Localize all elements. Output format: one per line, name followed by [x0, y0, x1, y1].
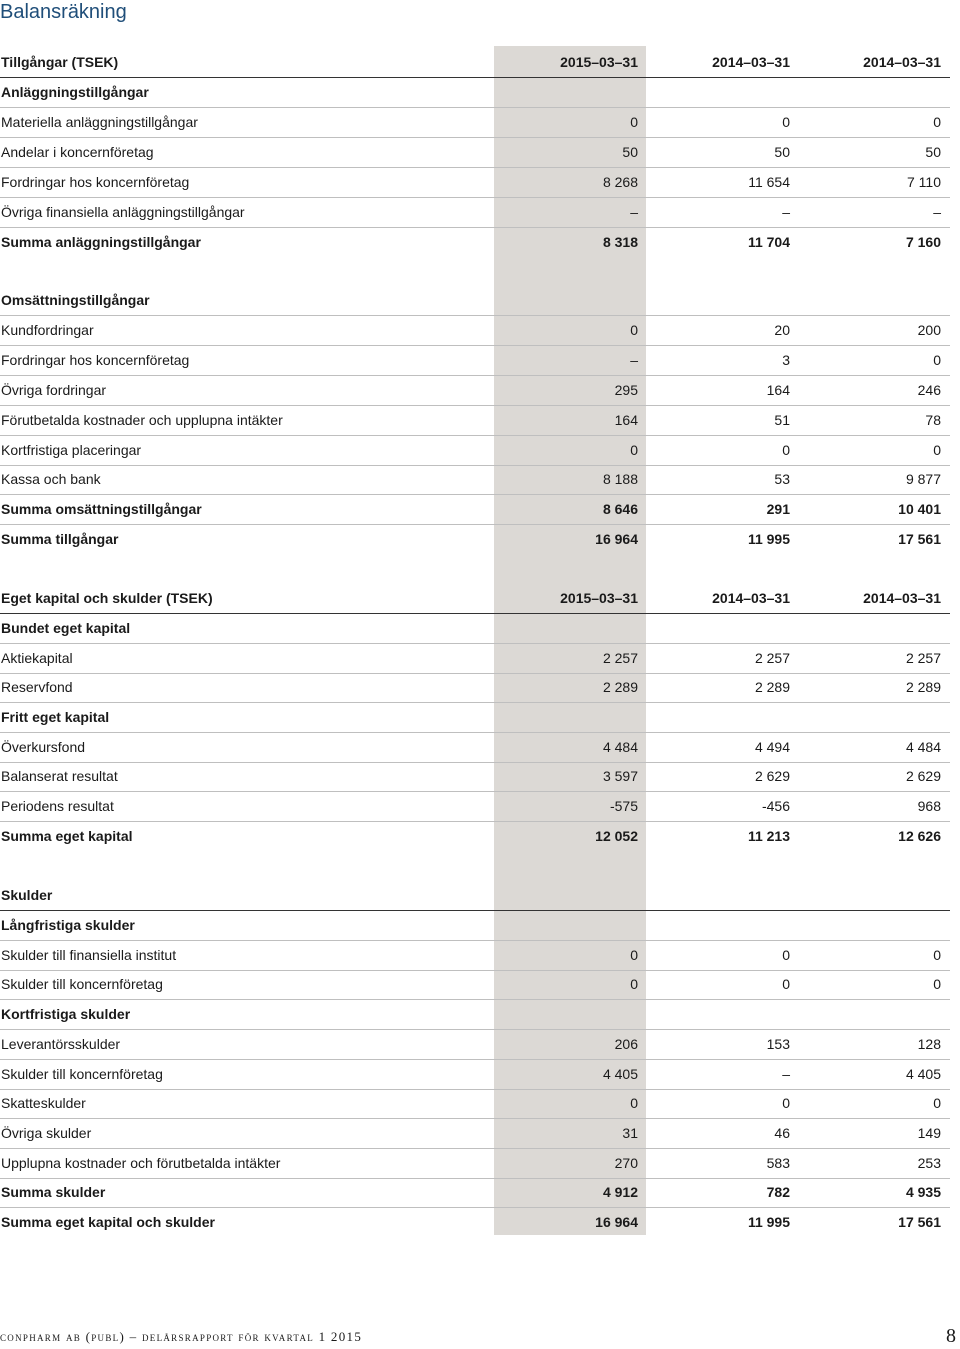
row-label: Överkursfond	[1, 739, 86, 755]
value-cell: 2 289	[905, 679, 941, 695]
value-cell: 782	[766, 1184, 790, 1200]
row-label: Summa eget kapital och skulder	[1, 1214, 215, 1230]
row-label: Kassa och bank	[1, 471, 101, 487]
table-row	[0, 940, 950, 971]
value-cell: 0	[630, 976, 638, 992]
value-cell: 0	[782, 1095, 790, 1111]
row-label: Förutbetalda kostnader och upplupna intäkter	[1, 412, 283, 428]
total-row	[0, 1177, 950, 1208]
row-label: Skulder till finansiella institut	[1, 947, 177, 963]
value-cell: 2 289	[754, 679, 790, 695]
row-label: Kortfristiga skulder	[1, 1006, 131, 1022]
total-row	[0, 494, 950, 525]
value-cell: 0	[630, 442, 638, 458]
table-row	[0, 791, 950, 822]
value-cell: 4 912	[602, 1184, 638, 1200]
row-label: Skatteskulder	[1, 1095, 86, 1111]
value-cell: 291	[766, 501, 790, 517]
value-cell: 2 629	[905, 768, 941, 784]
value-cell: 0	[782, 976, 790, 992]
table-row	[0, 761, 950, 792]
value-cell: 12 052	[595, 828, 638, 844]
value-cell: 17 561	[898, 531, 941, 547]
value-cell: 0	[933, 947, 941, 963]
value-cell: 968	[917, 798, 941, 814]
row-label: Reservfond	[1, 679, 73, 695]
value-cell: 17 561	[898, 1214, 941, 1230]
value-cell: 46	[774, 1125, 790, 1141]
value-cell: –	[933, 204, 941, 220]
value-cell: 0	[782, 947, 790, 963]
table-row	[0, 1148, 950, 1179]
section-row	[0, 77, 950, 108]
value-cell: 0	[630, 947, 638, 963]
table-row	[0, 197, 950, 228]
value-cell: 7 160	[905, 234, 941, 250]
equity-header-row	[0, 583, 950, 614]
value-cell: 0	[782, 442, 790, 458]
section-row	[0, 999, 950, 1030]
value-cell: 50	[925, 144, 941, 160]
value-cell: 16 964	[595, 531, 638, 547]
value-cell: 10 401	[898, 501, 941, 517]
value-cell: –	[630, 204, 638, 220]
value-cell: 583	[766, 1155, 790, 1171]
value-cell: 2 289	[602, 679, 638, 695]
column-header: 2014–03–31	[712, 54, 790, 70]
value-cell: 78	[925, 412, 941, 428]
table-row	[0, 167, 950, 198]
value-cell: 31	[622, 1125, 638, 1141]
equity-header-label: Eget kapital och skulder (TSEK)	[1, 590, 213, 606]
value-cell: 11 213	[747, 828, 790, 844]
page-number: 8	[946, 1325, 956, 1347]
table-row	[0, 137, 950, 168]
value-cell: 4 484	[905, 739, 941, 755]
row-label: Summa skulder	[1, 1184, 106, 1200]
value-cell: -456	[761, 798, 790, 814]
value-cell: 253	[917, 1155, 941, 1171]
row-label: Aktiekapital	[1, 650, 73, 666]
value-cell: 8 646	[602, 501, 638, 517]
value-cell: -575	[609, 798, 638, 814]
value-cell: 8 188	[602, 471, 638, 487]
table-row	[0, 345, 950, 376]
value-cell: 2 257	[905, 650, 941, 666]
table-row	[0, 732, 950, 763]
value-cell: 16 964	[595, 1214, 638, 1230]
row-label: Kundfordringar	[1, 322, 94, 338]
row-label: Skulder till koncernföretag	[1, 976, 163, 992]
table-row	[0, 672, 950, 703]
value-cell: 0	[630, 114, 638, 130]
assets-header-row	[0, 47, 950, 78]
value-cell: 51	[774, 412, 790, 428]
value-cell: 50	[622, 144, 638, 160]
page-footer	[0, 1325, 960, 1349]
row-label: Övriga finansiella anläggningstillgångar	[1, 204, 245, 220]
table-row	[0, 643, 950, 674]
value-cell: 2 257	[602, 650, 638, 666]
value-cell: 11 654	[748, 174, 790, 190]
value-cell: 0	[933, 442, 941, 458]
column-header: 2014–03–31	[863, 590, 941, 606]
row-label: Övriga skulder	[1, 1125, 92, 1141]
value-cell: 50	[774, 144, 790, 160]
row-label: Leverantörsskulder	[1, 1036, 121, 1052]
column-header: 2015–03–31	[560, 54, 638, 70]
value-cell: –	[782, 1066, 790, 1082]
value-cell: 2 257	[754, 650, 790, 666]
value-cell: 164	[766, 382, 790, 398]
value-cell: 3	[782, 352, 790, 368]
row-label: Upplupna kostnader och förutbetalda intäkter	[1, 1155, 281, 1171]
value-cell: 153	[766, 1036, 790, 1052]
value-cell: 4 935	[905, 1184, 941, 1200]
row-label: Omsättningstillgångar	[1, 292, 150, 308]
row-label: Fordringar hos koncernföretag	[1, 352, 190, 368]
row-label: Övriga fordringar	[1, 382, 107, 398]
value-cell: 149	[917, 1125, 941, 1141]
value-cell: –	[630, 352, 638, 368]
row-label: Materiella anläggningstillgångar	[1, 114, 198, 130]
row-label: Långfristiga skulder	[1, 917, 135, 933]
column-header: 2015–03–31	[560, 590, 638, 606]
value-cell: 11 704	[747, 234, 790, 250]
liabilities-header-label: Skulder	[1, 887, 53, 903]
value-cell: 0	[933, 976, 941, 992]
value-cell: 0	[630, 1095, 638, 1111]
table-row	[0, 969, 950, 1000]
value-cell: 200	[917, 322, 941, 338]
row-label: Anläggningstillgångar	[1, 84, 149, 100]
row-label: Balanserat resultat	[1, 768, 118, 784]
value-cell: 246	[917, 382, 941, 398]
value-cell: 20	[774, 322, 790, 338]
value-cell: 4 405	[602, 1066, 638, 1082]
table-row	[0, 375, 950, 406]
value-cell: –	[782, 204, 790, 220]
table-row	[0, 1059, 950, 1090]
value-cell: 4 484	[602, 739, 638, 755]
value-cell: 0	[933, 352, 941, 368]
value-cell: 0	[782, 114, 790, 130]
table-row	[0, 405, 950, 436]
value-cell: 206	[614, 1036, 638, 1052]
value-cell: 2 629	[754, 768, 790, 784]
row-label: Summa tillgångar	[1, 531, 119, 547]
value-cell: 128	[917, 1036, 941, 1052]
value-cell: 3 597	[602, 768, 638, 784]
total-row	[0, 227, 950, 257]
value-cell: 270	[614, 1155, 638, 1171]
value-cell: 8 268	[602, 174, 638, 190]
value-cell: 9 877	[905, 471, 941, 487]
assets-header-label: Tillgångar (TSEK)	[1, 54, 119, 70]
value-cell: 4 494	[754, 739, 790, 755]
section-row	[0, 702, 950, 733]
column-header: 2014–03–31	[712, 590, 790, 606]
row-label: Summa omsättningstillgångar	[1, 501, 202, 517]
table-row	[0, 315, 950, 346]
value-cell: 7 110	[907, 174, 941, 190]
section-row	[0, 910, 950, 941]
total-row	[0, 821, 950, 851]
footer-text: conpharm ab (publ) – delårsrapport för kvartal 1 2015	[0, 1329, 363, 1344]
table-row	[0, 1118, 950, 1149]
grand-total-row	[0, 524, 950, 554]
table-row	[0, 435, 950, 466]
row-label: Kortfristiga placeringar	[1, 442, 142, 458]
value-cell: 11 995	[747, 531, 790, 547]
table-row	[0, 1088, 950, 1119]
table-row	[0, 464, 950, 495]
row-label: Summa eget kapital	[1, 828, 133, 844]
row-label: Fordringar hos koncernföretag	[1, 174, 190, 190]
value-cell: 53	[774, 471, 790, 487]
row-label: Bundet eget kapital	[1, 620, 131, 636]
value-cell: 11 995	[747, 1214, 790, 1230]
section-row	[0, 613, 950, 644]
section-row	[0, 285, 950, 316]
row-label: Periodens resultat	[1, 798, 114, 814]
column-header: 2014–03–31	[863, 54, 941, 70]
row-label: Andelar i koncernföretag	[1, 144, 154, 160]
grand-total-row	[0, 1207, 950, 1237]
row-label: Fritt eget kapital	[1, 709, 110, 725]
row-label: Skulder till koncernföretag	[1, 1066, 163, 1082]
table-row	[0, 1029, 950, 1060]
value-cell: 8 318	[602, 234, 638, 250]
value-cell: 0	[630, 322, 638, 338]
liabilities-header-row	[0, 880, 950, 911]
page-title: Balansräkning	[0, 1, 127, 23]
value-cell: 12 626	[898, 828, 941, 844]
table-row	[0, 107, 950, 138]
value-cell: 295	[614, 382, 638, 398]
value-cell: 4 405	[905, 1066, 941, 1082]
row-label: Summa anläggningstillgångar	[1, 234, 201, 250]
value-cell: 0	[933, 114, 941, 130]
value-cell: 0	[933, 1095, 941, 1111]
value-cell: 164	[614, 412, 638, 428]
